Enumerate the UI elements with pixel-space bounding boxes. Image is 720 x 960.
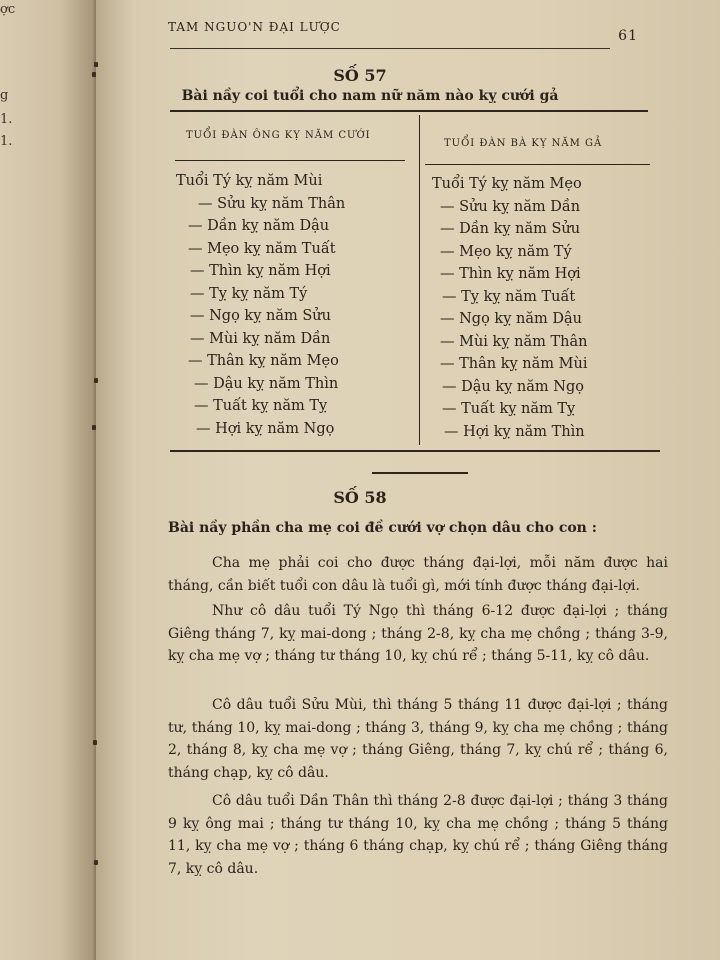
body-paragraph: Cô dâu tuổi Dần Thân thì tháng 2-8 được đại-lợi ; tháng 3 tháng 9 kỵ ông mai ; tháng tư tháng 10, kỵ cha mẹ chồng ; tháng 5 tháng 11, kỵ cha mẹ vợ ; tháng 6 tháng chạp, kỵ chú rể ; tháng Giêng tháng 7, kỵ cô dâu. xyxy=(168,793,668,877)
women-column xyxy=(432,173,587,443)
table-row: — Tỵ kỵ năm Tý xyxy=(190,285,308,302)
binding-hole xyxy=(93,740,97,745)
table-row: — Mẹo kỵ năm Tuất xyxy=(188,240,336,257)
table-row: — Sửu kỵ năm Dần xyxy=(440,198,581,215)
column-header-women: TUỔI ĐÀN BÀ KỴ NĂM GẢ xyxy=(444,138,603,149)
table-row: — Thìn kỵ năm Hợi xyxy=(190,263,331,279)
column-header-rule-right xyxy=(425,164,650,165)
table-row: — Sửu kỵ năm Thân xyxy=(198,195,346,212)
running-header xyxy=(168,20,638,44)
table-row: — Tuất kỵ năm Tỵ xyxy=(194,398,328,414)
table-row: — Tỵ kỵ năm Tuất xyxy=(442,288,576,305)
left-page-fragment: ợc xyxy=(0,2,16,17)
binding-hole xyxy=(94,860,98,865)
binding-hole xyxy=(92,425,96,430)
table-row: — Mùi kỵ năm Thân xyxy=(440,333,588,350)
table-row: Tuổi Tý kỵ năm Mẹo xyxy=(432,176,582,192)
column-header-rule-left xyxy=(175,160,405,161)
table-bottom-rule xyxy=(170,450,660,452)
body-paragraph: Cha mẹ phải coi cho được tháng đại-lợi, mỗi năm được hai tháng, cần biết tuổi con dâu là tuổi gì, mới tính được tháng đại-lợi. xyxy=(168,555,668,594)
body-paragraph: Như cô dâu tuổi Tý Ngọ thì tháng 6-12 được đại-lợi ; tháng Giêng tháng 7, kỵ mai-dong ; tháng 2-8, kỵ cha mẹ chồng ; tháng 3-9, kỵ cha mẹ vợ ; tháng tư tháng 10, kỵ chú rể ; tháng 5-11, kỵ cô dâu. xyxy=(168,603,668,664)
section-57-caption: Bài nầy coi tuổi cho nam nữ năm nào kỵ cưới gả xyxy=(181,88,559,104)
table-row: — Ngọ kỵ năm Sửu xyxy=(190,308,331,324)
table-row: — Dậu kỵ năm Thìn xyxy=(194,375,339,392)
header-rule xyxy=(170,48,610,49)
running-title: TAM NGUO'N ĐẠI LƯỢC xyxy=(168,20,341,34)
table-row: — Dậu kỵ năm Ngọ xyxy=(442,378,584,395)
section-divider xyxy=(372,472,468,474)
column-header-men: TUỔI ĐÀN ÔNG KỴ NĂM CƯỚI xyxy=(186,130,371,141)
table-row: — Mùi kỵ năm Dần xyxy=(190,330,331,347)
table-row: Tuổi Tý kỵ năm Mùi xyxy=(176,173,323,189)
table-row: — Tuất kỵ năm Tỵ xyxy=(442,401,576,417)
table-row: — Ngọ kỵ năm Dậu xyxy=(440,311,582,327)
table-row: — Hợi kỵ năm Thìn xyxy=(444,423,585,440)
table-row: — Mẹo kỵ năm Tý xyxy=(440,243,572,260)
table-row: — Thân kỵ năm Mùi xyxy=(440,356,588,372)
binding-hole xyxy=(94,378,98,383)
section-58-intro: Bài nầy phần cha mẹ coi đề cưới vợ chọn dâu cho con : xyxy=(168,520,597,536)
table-top-rule xyxy=(170,110,648,112)
table-row: — Dần kỵ năm Sửu xyxy=(440,221,581,237)
left-page-fragment: g xyxy=(0,88,9,103)
left-page-fragment: 1. xyxy=(0,112,13,127)
body-paragraph: Cô dâu tuổi Sửu Mùi, thì tháng 5 tháng 11 được đại-lợi ; tháng tư, tháng 10, kỵ mai-dong ; tháng 3, tháng 9, kỵ cha mẹ chồng ; tháng 2, tháng 8, kỵ cha mẹ vợ ; tháng Giêng, tháng 7, kỵ chú rể ; tháng 6, tháng chạp, kỵ cô dâu. xyxy=(168,697,668,781)
left-page-fragment: 1. xyxy=(0,134,13,149)
table-row: — Hợi kỵ năm Ngọ xyxy=(196,420,335,437)
section-57-number: SỐ 57 xyxy=(333,66,387,85)
left-page-edge xyxy=(0,0,100,960)
page-number: 61 xyxy=(618,28,638,44)
column-divider xyxy=(419,115,420,445)
table-row: — Dần kỵ năm Dậu xyxy=(188,218,330,234)
men-column xyxy=(176,170,345,440)
table-row: — Thìn kỵ năm Hợi xyxy=(440,266,581,282)
table-row: — Thân kỵ năm Mẹo xyxy=(188,353,339,369)
section-58-number: SỐ 58 xyxy=(333,488,387,507)
